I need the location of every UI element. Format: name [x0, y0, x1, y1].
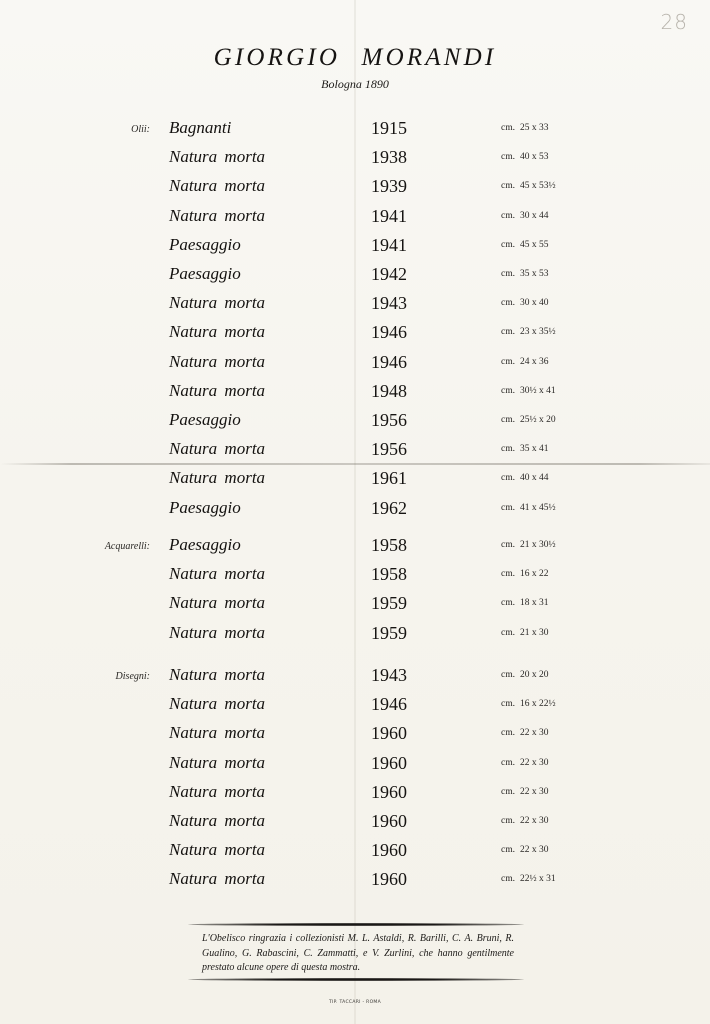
artwork-dimensions [501, 415, 556, 425]
acknowledgement-block [188, 920, 524, 982]
artwork-title: Natura morta [169, 351, 266, 371]
artwork-dimensions [501, 269, 548, 279]
artwork-title: Natura morta [169, 752, 266, 772]
dimension-value: 35 x 41 [519, 444, 549, 455]
ornamental-rule-top [188, 923, 524, 926]
artwork-year: 1960 [371, 781, 407, 802]
dimension-unit: cm. [501, 670, 515, 680]
ornamental-rule-bottom [188, 978, 524, 981]
artwork-year: 1943 [371, 665, 407, 685]
artwork-title: Bagnanti [169, 118, 232, 137]
artwork-year: 1959 [371, 622, 407, 643]
artwork-year: 1915 [371, 118, 407, 138]
artwork-year: 1958 [371, 535, 407, 555]
artwork-dimensions [501, 357, 548, 367]
artwork-dimensions [501, 628, 548, 638]
artwork-row [0, 264, 710, 290]
artwork-row [0, 235, 710, 261]
dimension-unit: cm. [501, 874, 515, 885]
artwork-title: Natura morta [169, 380, 266, 400]
artwork-row [0, 410, 710, 436]
artwork-row [0, 468, 710, 494]
dimension-value: 21 x 30½ [519, 540, 556, 550]
artwork-title: Natura morta [169, 176, 266, 196]
dimension-unit: cm. [501, 385, 515, 396]
dimension-value: 22 x 30 [519, 845, 549, 856]
artwork-title: Natura morta [169, 593, 266, 613]
dimension-value: 25 x 33 [519, 123, 549, 133]
artwork-row [0, 723, 710, 749]
dimension-unit: cm. [501, 699, 515, 710]
artwork-dimensions [501, 181, 556, 191]
dimension-unit: cm. [501, 540, 515, 550]
artwork-year: 1956 [371, 439, 407, 460]
artwork-dimensions [501, 874, 556, 884]
artwork-dimensions [501, 569, 548, 579]
artwork-year: 1946 [371, 351, 407, 372]
dimension-value: 40 x 44 [519, 473, 549, 484]
dimension-value: 24 x 36 [519, 356, 549, 367]
artwork-dimensions [501, 787, 548, 797]
artwork-dimensions [501, 699, 556, 709]
artwork-row [0, 840, 710, 866]
dimension-value: 30 x 40 [519, 298, 549, 309]
artwork-title: Paesaggio [169, 497, 241, 517]
artwork-year: 1946 [371, 322, 407, 343]
artwork-dimensions [501, 670, 548, 680]
artwork-year: 1960 [371, 723, 407, 744]
artwork-year: 1960 [371, 811, 407, 831]
dimension-value: 23 x 35½ [519, 327, 556, 338]
artwork-year: 1958 [371, 564, 407, 585]
artwork-dimensions [501, 444, 548, 454]
artwork-dimensions [501, 386, 556, 396]
artwork-title: Natura morta [169, 869, 266, 889]
dimension-value: 18 x 31 [519, 598, 549, 609]
artwork-title: Natura morta [169, 205, 266, 225]
dimension-value: 40 x 53 [519, 152, 549, 163]
dimension-unit: cm. [501, 569, 515, 580]
artwork-year: 1961 [371, 468, 407, 489]
dimension-value: 22 x 30 [519, 816, 549, 826]
artwork-row [0, 811, 710, 837]
artwork-title: Natura morta [169, 322, 266, 342]
section-label: Disegni: [115, 671, 150, 682]
artwork-dimensions [501, 758, 548, 768]
artwork-year: 1960 [371, 869, 407, 890]
artwork-row [0, 118, 710, 144]
artwork-year: 1941 [371, 205, 407, 226]
artwork-row [0, 623, 710, 649]
artwork-row [0, 176, 710, 202]
artwork-dimensions [501, 298, 548, 308]
artwork-title: Natura morta [169, 811, 266, 830]
artwork-row [0, 753, 710, 779]
artwork-row [0, 322, 710, 348]
dimension-unit: cm. [501, 845, 515, 856]
dimension-unit: cm. [501, 757, 515, 768]
printer-credit: TIP. TACCARI - ROMA [329, 1000, 381, 1005]
artwork-row [0, 535, 710, 561]
artwork-title: Natura morta [169, 293, 266, 313]
artwork-title: Natura morta [169, 840, 266, 860]
artwork-year: 1942 [371, 264, 407, 284]
artwork-title: Natura morta [169, 439, 266, 459]
artwork-row [0, 293, 710, 319]
artwork-title: Paesaggio [169, 535, 241, 554]
dimension-unit: cm. [501, 786, 515, 797]
artwork-dimensions [501, 503, 556, 513]
artwork-title: Paesaggio [169, 264, 241, 283]
artwork-row [0, 869, 710, 895]
artwork-title: Paesaggio [169, 410, 241, 429]
artwork-title: Natura morta [169, 723, 266, 743]
dimension-value: 16 x 22 [519, 569, 549, 580]
artwork-year: 1960 [371, 840, 407, 861]
dimension-unit: cm. [501, 123, 515, 133]
section-label: Acquarelli: [104, 541, 150, 552]
dimension-unit: cm. [501, 502, 515, 513]
artwork-row [0, 564, 710, 590]
artwork-title: Natura morta [169, 694, 266, 714]
artwork-row [0, 147, 710, 173]
dimension-unit: cm. [501, 152, 515, 163]
dimension-unit: cm. [501, 728, 515, 739]
section-label: Olii: [131, 124, 150, 135]
dimension-unit: cm. [501, 598, 515, 609]
dimension-value: 21 x 30 [519, 627, 549, 638]
artwork-dimensions [501, 598, 548, 608]
artist-birth-subtitle: Bologna 1890 [321, 77, 389, 91]
artwork-row [0, 352, 710, 378]
artwork-dimensions [501, 845, 548, 855]
dimension-unit: cm. [501, 473, 515, 484]
artist-name-title: GIORGIO MORANDI [213, 44, 497, 71]
artwork-year: 1939 [371, 176, 407, 197]
dimension-value: 30½ x 41 [519, 385, 556, 396]
artwork-dimensions [501, 240, 548, 250]
dimension-value: 16 x 22½ [519, 699, 556, 710]
artwork-year: 1960 [371, 752, 407, 773]
dimension-unit: cm. [501, 298, 515, 309]
artwork-dimensions [501, 123, 548, 133]
dimension-value: 35 x 53 [519, 269, 549, 279]
artwork-row [0, 665, 710, 691]
artwork-dimensions [501, 816, 548, 826]
artwork-dimensions [501, 327, 556, 337]
artwork-title: Natura morta [169, 564, 266, 584]
artwork-year: 1956 [371, 410, 407, 430]
artwork-title: Natura morta [169, 665, 266, 684]
dimension-unit: cm. [501, 239, 515, 250]
dimension-value: 22 x 30 [519, 728, 549, 739]
dimension-value: 22½ x 31 [519, 874, 556, 885]
artwork-title: Natura morta [169, 622, 266, 642]
dimension-unit: cm. [501, 269, 515, 279]
dimension-unit: cm. [501, 816, 515, 826]
artwork-dimensions [501, 211, 548, 221]
dimension-unit: cm. [501, 327, 515, 338]
dimension-value: 41 x 45½ [519, 502, 556, 513]
artwork-dimensions [501, 152, 548, 162]
artwork-row [0, 381, 710, 407]
artwork-year: 1938 [371, 147, 407, 168]
dimension-value: 20 x 20 [519, 670, 549, 680]
artwork-title: Natura morta [169, 147, 266, 167]
artwork-row [0, 782, 710, 808]
artwork-title: Natura morta [169, 781, 266, 801]
artwork-row [0, 694, 710, 720]
dimension-value: 22 x 30 [519, 757, 549, 768]
dimension-value: 30 x 44 [519, 210, 549, 221]
artwork-dimensions [501, 728, 548, 738]
artwork-row [0, 206, 710, 232]
dimension-unit: cm. [501, 444, 515, 455]
artwork-row [0, 593, 710, 619]
acknowledgement-text: L'Obelisco ringrazia i collezionisti M. L. Astaldi, R. Barilli, C. A. Bruni, R. Gualino, G. Rabascini, C. Zammatti, e V. Zurlini, che hanno gentilmente prestato alcune opere di questa mostra. [202, 933, 514, 973]
artwork-title: Paesaggio [169, 234, 241, 254]
artwork-row [0, 498, 710, 524]
dimension-value: 22 x 30 [519, 786, 549, 797]
dimension-unit: cm. [501, 356, 515, 367]
artwork-year: 1946 [371, 694, 407, 715]
artwork-year: 1943 [371, 293, 407, 314]
artwork-year: 1962 [371, 497, 407, 518]
artwork-year: 1941 [371, 234, 407, 255]
dimension-unit: cm. [501, 181, 515, 192]
dimension-unit: cm. [501, 415, 515, 425]
dimension-value: 25½ x 20 [519, 415, 556, 425]
dimension-value: 45 x 55 [519, 239, 549, 250]
artwork-year: 1948 [371, 380, 407, 401]
dimension-unit: cm. [501, 210, 515, 221]
dimension-unit: cm. [501, 627, 515, 638]
artwork-title: Natura morta [169, 468, 266, 488]
artwork-row [0, 439, 710, 465]
artwork-dimensions [501, 473, 548, 483]
artwork-dimensions [501, 540, 556, 550]
handwritten-page-number: 28 [660, 10, 688, 34]
dimension-value: 45 x 53½ [519, 181, 556, 192]
artwork-year: 1959 [371, 593, 407, 614]
